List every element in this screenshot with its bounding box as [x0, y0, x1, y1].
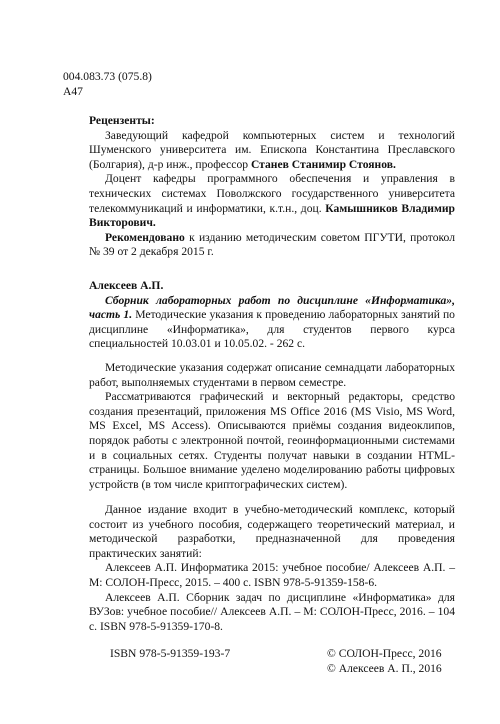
book-title: Сборник лабораторных работ по дисциплине «Информатика», часть 1. — [89, 293, 455, 322]
recommendation-text: к изданию методическим советом ПГУТИ, протокол № 39 от 2 декабря 2015 г. — [89, 230, 455, 259]
reference-1: Алексеев А.П. Информатика 2015: учебное пособие/ Алексеев А.П. – М: СОЛОН-Пресс, 2015. – 400 с. ISBN 978-5-91359-158-6. — [89, 561, 455, 589]
udc-code: 004.083.73 (075.8) — [63, 70, 152, 83]
abstract-paragraph-2: Рассматриваются графический и векторный редакторы, средство создания презентаций, приложения MS Office 2016 (MS Visio, MS Word, MS Excel, MS Access). Описываются приёмы создания видеоклипов, порядок работы с электронной почтой, геоинформационными системами и в социальных сетях. Студенты получат навыки в создании HTML-страницы. Большое внимание уделено моделированию работы цифровых устройств (в том числе криптографических систем). — [89, 390, 455, 491]
reviewer-1 — [89, 129, 455, 173]
reviewer-2 — [89, 172, 455, 230]
recommendation — [89, 231, 455, 260]
classification-codes — [63, 70, 152, 99]
reviewers-section — [89, 114, 455, 260]
reviewer-1-name: Станев Станимир Стоянов. — [250, 157, 396, 171]
abstract-paragraph-1: Методические указания содержат описание семнадцати лабораторных работ, выполняемых студентами в первом семестре. — [89, 361, 455, 389]
reviewers-heading: Рецензенты: — [89, 114, 155, 127]
book-description: Методические указания к проведению лабораторных занятий по дисциплине «Информатика», для студентов первого курса специальностей 10.03.01 и 10.05.02. - 262 с. — [89, 308, 455, 351]
abstract-section — [89, 361, 455, 492]
reviewer-2-text: Доцент кафедры программного обеспечения и управления в технических системах Поволжского государственного университета телекоммуникаций и информатики, к.т.н., доц. — [89, 172, 455, 215]
copyright-publisher: © СОЛОН-Пресс, 2016 — [327, 647, 442, 660]
isbn: ISBN 978-5-91359-193-7 — [110, 647, 231, 660]
copyright-author: © Алексеев А. П., 2016 — [327, 661, 442, 675]
author: Алексеев А.П. — [89, 279, 164, 292]
bibliographic-record — [89, 279, 455, 352]
recommendation-label: Рекомендовано — [105, 230, 185, 244]
reviewer-2-name: Камышников Владимир Викторович. — [89, 201, 455, 230]
copyright-block — [327, 647, 442, 676]
complex-intro: Данное издание входит в учебно-методический комплекс, который состоит из учебного пособия, содержащего теоретический материал, и методической разработки, предназначенной для проведения практических занятий: — [89, 503, 455, 560]
reviewer-1-text: Заведующий кафедрой компьютерных систем и технологий Шуменского университета им. Епископа Константина Преславского (Болгария), д-р инж., профессор — [89, 128, 455, 171]
complex-section — [89, 503, 455, 634]
reference-2: Алексеев А.П. Сборник задач по дисциплине «Информатика» для ВУЗов: учебное пособие// Алексеев А.П. – М: СОЛОН-Пресс, 2016. – 104 с. ISBN 978-5-91359-170-8. — [89, 590, 455, 633]
bbk-code: A47 — [63, 84, 83, 98]
bibliographic-description — [89, 294, 455, 352]
